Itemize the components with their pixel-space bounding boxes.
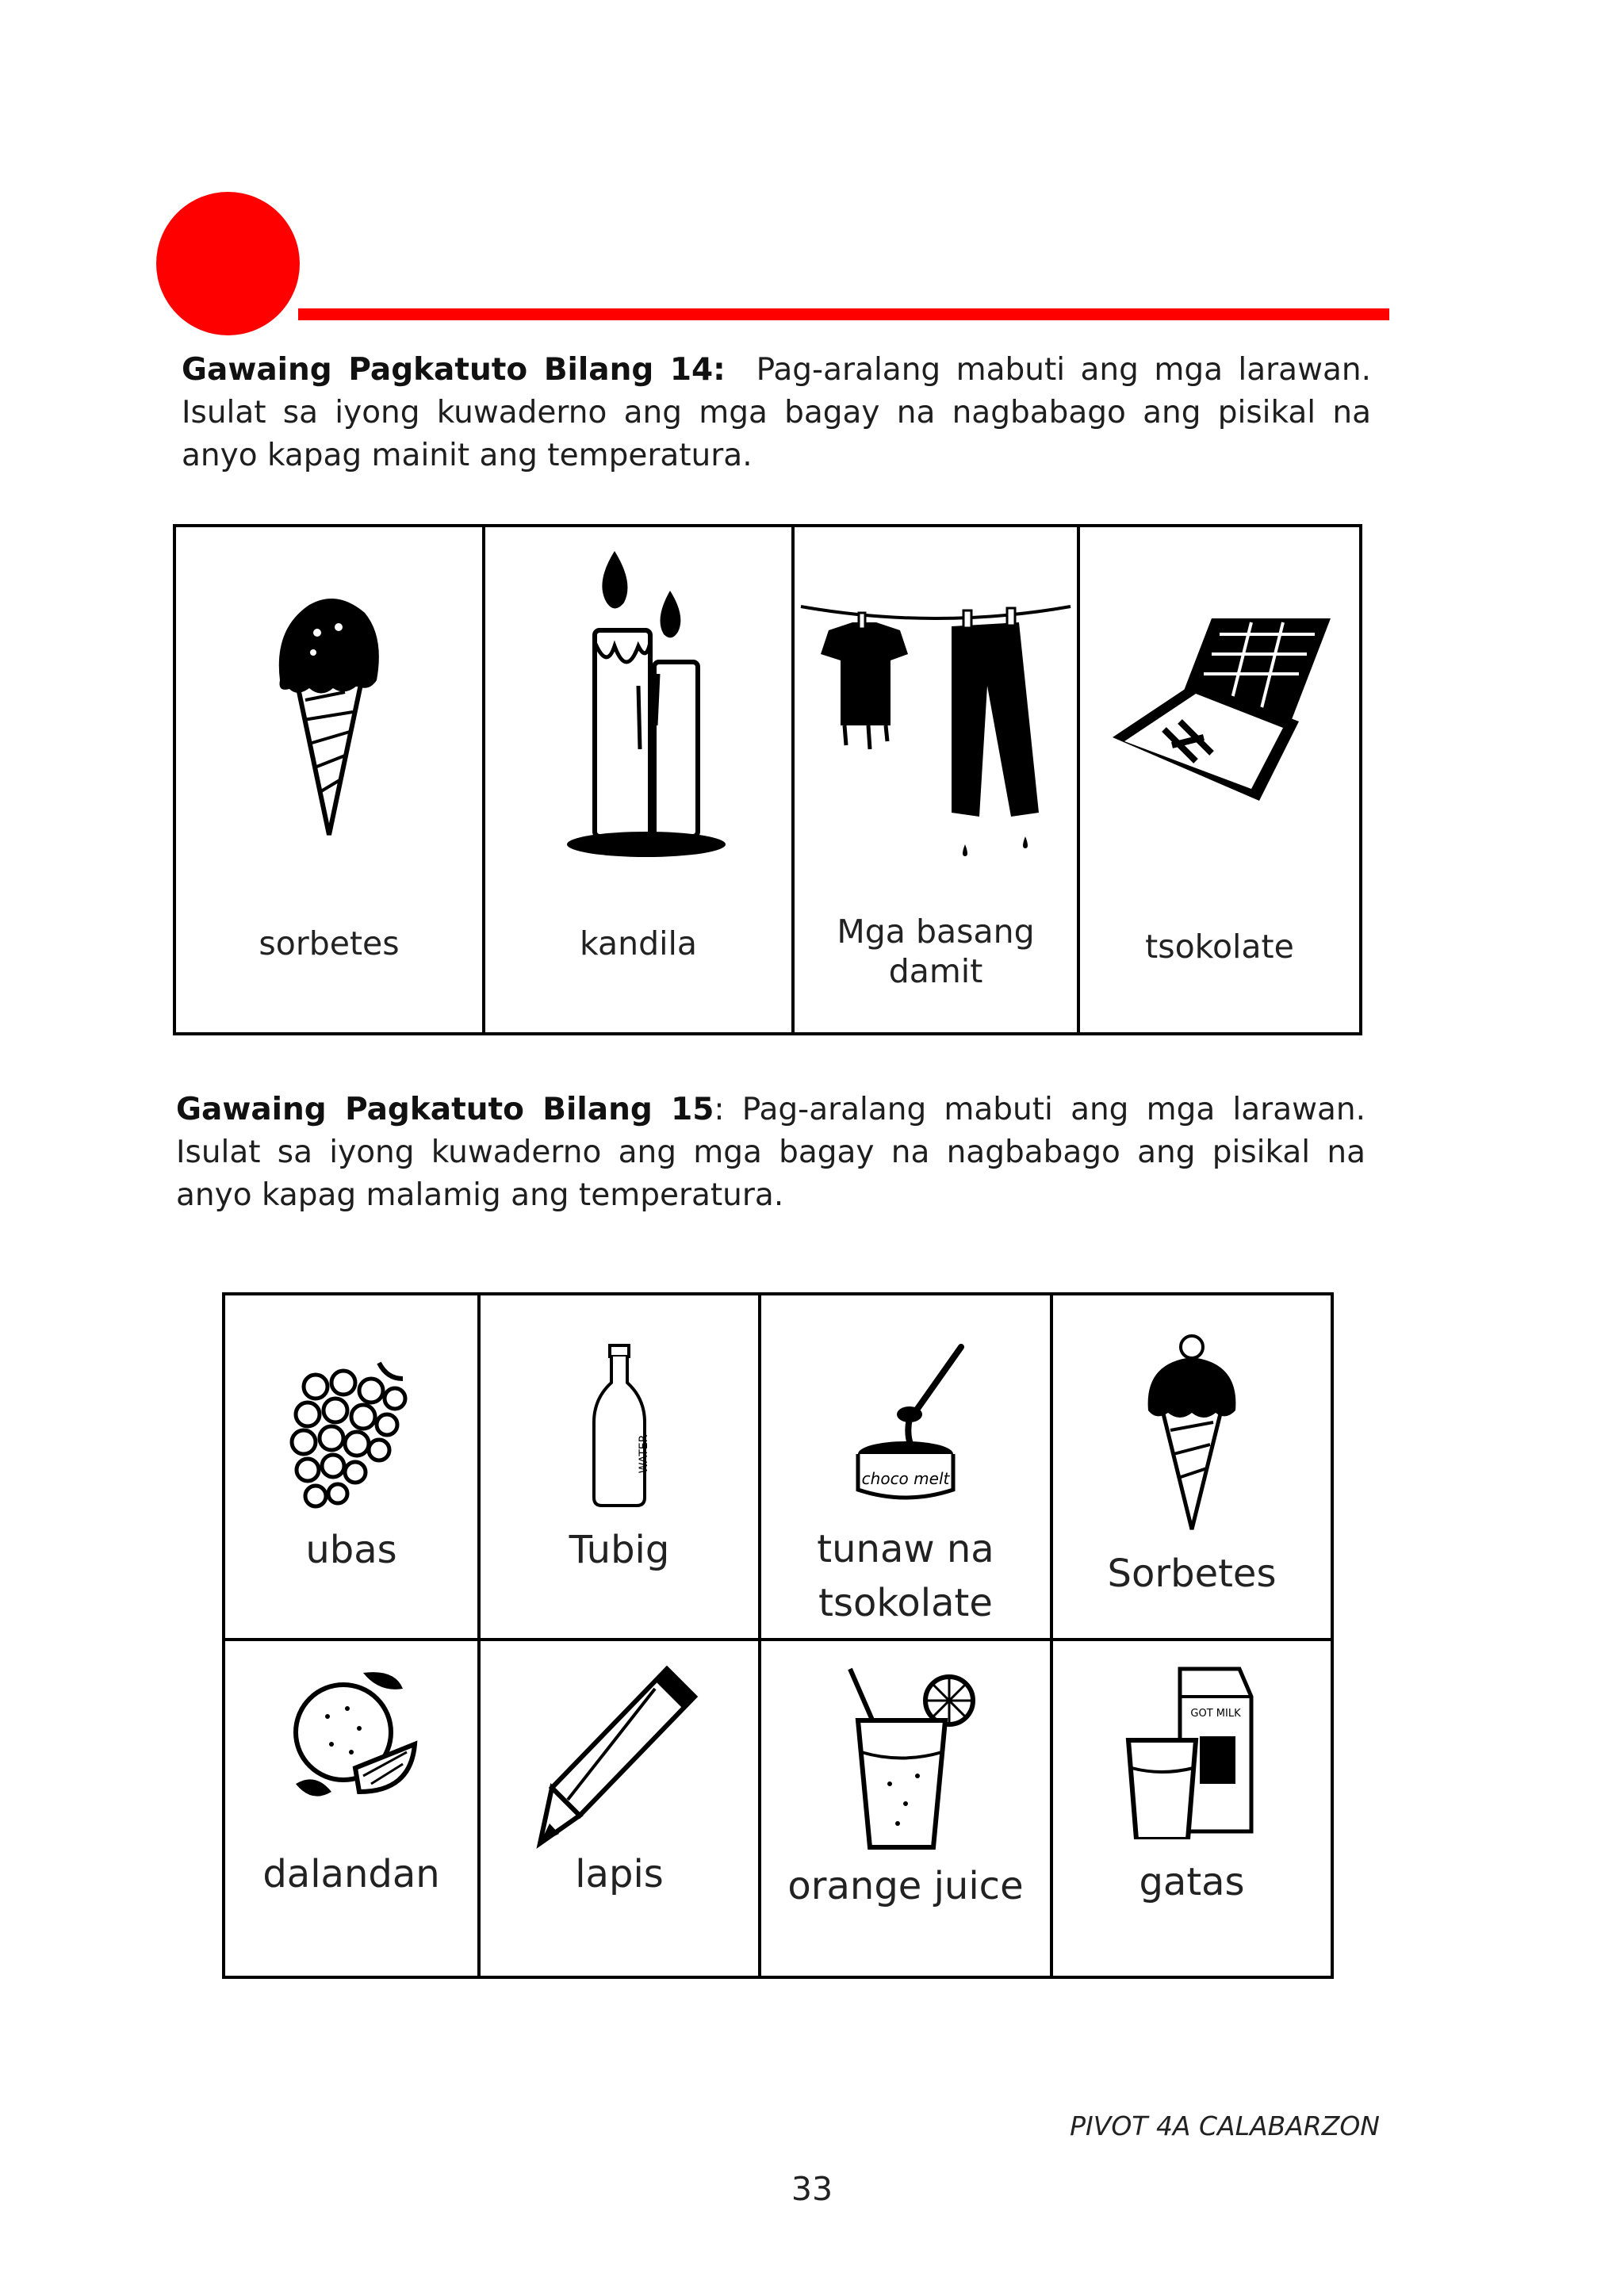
activity-14-picture-table bbox=[173, 524, 1362, 1035]
label-mga-basang-damit: Mga basang damit bbox=[837, 913, 1035, 990]
picture-cell-gatas bbox=[1051, 1640, 1332, 1977]
milk-carton-glass-icon bbox=[1120, 1665, 1263, 1839]
label-ubas: ubas bbox=[305, 1528, 397, 1572]
picture-cell-lapis bbox=[479, 1640, 760, 1977]
red-circle-decoration bbox=[156, 192, 300, 335]
label-tunaw-na-tsokolate: tunaw na tsokolate bbox=[817, 1527, 994, 1625]
picture-cell-mga-basang-damit bbox=[793, 526, 1078, 1034]
label-sorbetes-2: Sorbetes bbox=[1107, 1552, 1277, 1596]
orange-juice-glass-icon bbox=[826, 1665, 985, 1855]
chocolate-bar-icon bbox=[1101, 603, 1339, 809]
picture-cell-kandila bbox=[484, 526, 793, 1034]
picture-cell-tsokolate bbox=[1078, 526, 1361, 1034]
activity-14-line-3: anyo kapag mainit ang temperatura. bbox=[182, 438, 753, 473]
wet-clothes-on-line-icon bbox=[797, 591, 1074, 860]
red-header-line bbox=[298, 308, 1389, 320]
picture-cell-dalandan bbox=[224, 1640, 479, 1977]
label-tubig: Tubig bbox=[569, 1528, 670, 1572]
activity-15-line-2: Isulat sa iyong kuwaderno ang mga bagay na nagbabago ang pisikal na bbox=[176, 1135, 1365, 1170]
activity-14-line-1 bbox=[182, 349, 1371, 392]
activity-14-line-2: Isulat sa iyong kuwaderno ang mga bagay na nagbabago ang pisikal na bbox=[182, 395, 1371, 430]
activity-14-heading: Gawaing Pagkatuto Bilang 14: bbox=[182, 352, 726, 388]
picture-cell-sorbetes bbox=[174, 526, 484, 1034]
grapes-icon bbox=[284, 1355, 419, 1513]
activity-15-heading: Gawaing Pagkatuto Bilang 15 bbox=[176, 1092, 714, 1127]
label-tsokolate: tsokolate bbox=[1145, 928, 1294, 966]
orange-fruit-icon bbox=[284, 1665, 419, 1808]
picture-cell-tunaw-na-tsokolate bbox=[760, 1294, 1051, 1640]
melting-candles-icon bbox=[551, 543, 726, 860]
picture-cell-orange-juice bbox=[760, 1640, 1051, 1977]
activity-15-text-1: : Pag-aralang mabuti ang mga larawan. bbox=[714, 1092, 1366, 1127]
label-kandila: kandila bbox=[579, 924, 698, 962]
activity-15-line-1 bbox=[176, 1089, 1365, 1131]
carton-label-text: GOT MILK bbox=[1190, 1708, 1241, 1720]
label-orange-juice: orange juice bbox=[787, 1864, 1024, 1908]
picture-cell-sorbetes-2 bbox=[1051, 1294, 1332, 1640]
picture-cell-ubas bbox=[224, 1294, 479, 1640]
page-number: 33 bbox=[791, 2170, 833, 2208]
bottle-label-text: WATER bbox=[638, 1434, 650, 1474]
water-bottle-icon bbox=[588, 1343, 651, 1510]
picture-cell-tubig bbox=[479, 1294, 760, 1640]
activity-14-text-1: Pag-aralang mabuti ang mga larawan. bbox=[756, 352, 1371, 388]
ice-cream-cherry-icon bbox=[1140, 1327, 1243, 1533]
ice-cream-cone-icon bbox=[266, 573, 393, 843]
label-sorbetes: sorbetes bbox=[259, 924, 400, 962]
jar-label-text: choco melt bbox=[861, 1469, 950, 1488]
pencil-icon bbox=[532, 1661, 707, 1851]
activity-14-instructions bbox=[182, 349, 1371, 477]
activity-15-picture-table bbox=[222, 1292, 1334, 1979]
footer-source: PIVOT 4A CALABARZON bbox=[1070, 2110, 1380, 2141]
label-gatas: gatas bbox=[1139, 1860, 1245, 1904]
activity-15-line-3: anyo kapag malamig ang temperatura. bbox=[176, 1177, 784, 1213]
label-lapis: lapis bbox=[575, 1852, 664, 1896]
activity-15-instructions bbox=[176, 1089, 1365, 1217]
label-dalandan: dalandan bbox=[262, 1852, 440, 1896]
melted-chocolate-jar-icon bbox=[842, 1343, 969, 1502]
